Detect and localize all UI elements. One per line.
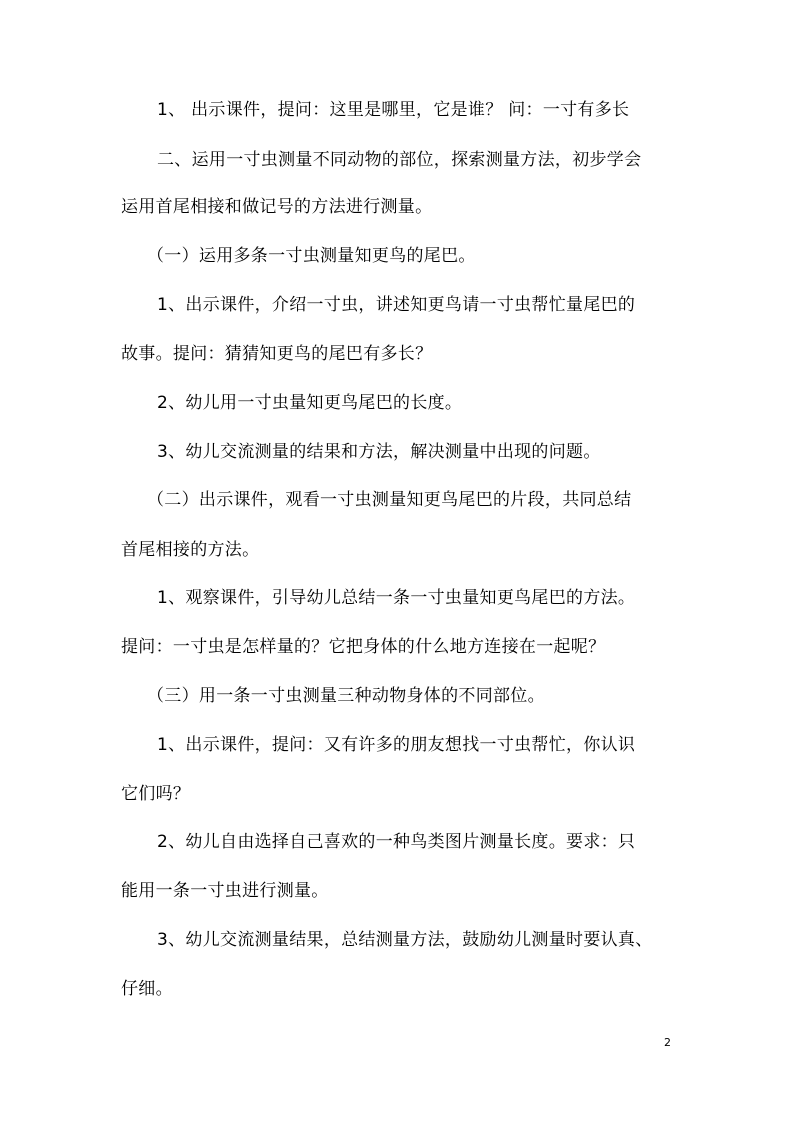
text-line: 它们吗？ [121,784,191,804]
text-line: 首尾相接的方法。 [121,540,260,560]
text-line: 故事。提问：猜猜知更鸟的尾巴有多长？ [121,344,433,364]
text-line: 1、观察课件，引导幼儿总结一条一寸虫量知更鸟尾巴的方法。 [157,588,636,608]
section-heading: 二、运用一寸虫测量不同动物的部位，探索测量方法，初步学会 [157,150,642,170]
text-line: 提问：一寸虫是怎样量的？它把身体的什么地方连接在一起呢？ [121,637,606,657]
text-line: 3、幼儿交流测量的结果和方法，解决测量中出现的问题。 [157,442,601,462]
page-number: 2 [664,1036,671,1049]
subsection-heading: （三）用一条一寸虫测量三种动物身体的不同部位。 [147,686,545,706]
text-line: 能用一条一寸虫进行测量。 [121,881,329,901]
text-line: 2、幼儿自由选择自己喜欢的一种鸟类图片测量长度。要求：只 [157,832,636,852]
text-line: 1、出示课件，提问：又有许多的朋友想找一寸虫帮忙，你认识 [157,735,636,755]
subsection-heading: （二）出示课件，观看一寸虫测量知更鸟尾巴的片段，共同总结 [147,490,632,510]
text-line: 2、幼儿用一寸虫量知更鸟尾巴的长度。 [157,393,463,413]
text-line: 运用首尾相接和做记号的方法进行测量。 [121,197,433,217]
subsection-heading: （一）运用多条一寸虫测量知更鸟的尾巴。 [147,246,476,266]
text-line: 3、幼儿交流测量结果，总结测量方法，鼓励幼儿测量时要认真、 [157,930,653,950]
text-line: 1、 出示课件，提问：这里是哪里，它是谁？ 问：一寸有多长 [157,100,630,120]
text-line: 1、出示课件，介绍一寸虫，讲述知更鸟请一寸虫帮忙量尾巴的 [157,295,636,315]
text-line: 仔细。 [121,979,173,999]
